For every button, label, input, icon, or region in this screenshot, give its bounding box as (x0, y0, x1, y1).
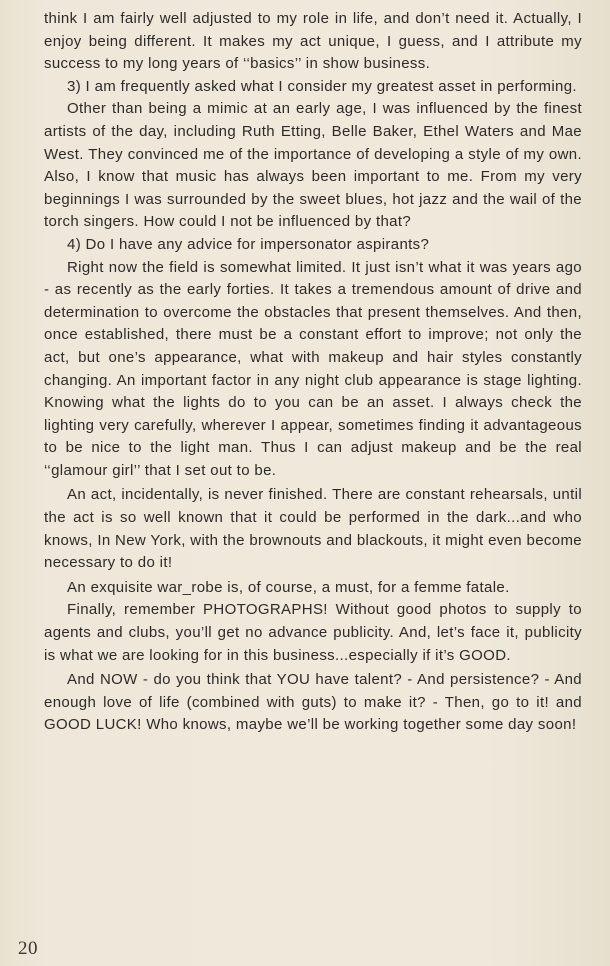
paragraph-influences: Other than being a mimic at an early age, I was influenced by the finest artists of the day, including Ruth Etting, Belle Baker, Ethel Waters and Mae West. They convinced me of the importance of developing a style of my own. Also, I know that music has always been important to me. From my very beginnings I was surrounded by the sweet blues, hot jazz and the wail of the torch singers. How could I not be influenced by that? (44, 100, 582, 231)
paragraph-wardrobe: An exquisite war_robe is, of course, a must, for a femme fatale. (67, 578, 510, 596)
paragraph-advice: Right now the field is somewhat limited. It just isn’t what it was years ago - as recently as the early forties. It takes a tremendous amount of drive and determination to overcome the obstacles that present themselves. And then, once established, there must be a constant effort to improve; not only the act, but one’s appearance, what with makeup and hair styles constantly changing. An important factor in any night club appearance is stage lighting. Knowing what the lights do to you can be an asset. I always check the lighting very carefully, wherever I appear, sometimes finding it advantageous to be nice to the light man. Thus I can adjust makeup and be the real ‘‘glamour girl’’ that I set out to be. (44, 258, 582, 479)
paragraph-photographs: Finally, remember PHOTOGRAPHS! Without good photos to supply to agents and clubs, you’ll get no advance publicity. And, let’s face it, publicity is what we are looking for in this business...especially if it’s GOOD. (44, 601, 582, 664)
page-number: 20 (18, 938, 38, 959)
paragraph-act: An act, incidentally, is never finished. There are constant rehearsals, until the act is so well known that it could be performed in the dark...and who knows, In New York, with the brownouts and blackouts, it might even become necessary to do it! (44, 486, 582, 572)
body-text (44, 8, 582, 737)
paragraph-closing: And NOW - do you think that YOU have talent? - And persistence? - And enough love of life (combined with guts) to make it? - Then, go to it! and GOOD LUCK! Who knows, maybe we’ll be working together some day soon! (44, 671, 582, 734)
paragraph-question-4: 4) Do I have any advice for impersonator aspirants? (67, 235, 430, 253)
paragraph-question-3: 3) I am frequently asked what I consider my greatest asset in performing. (67, 77, 577, 95)
paragraph-continuation: think I am fairly well adjusted to my role in life, and don’t need it. Actually, I enjoy being different. It makes my act unique, I guess, and I attribute my success to my long years of ‘‘basics’’ in show business. (44, 10, 582, 73)
